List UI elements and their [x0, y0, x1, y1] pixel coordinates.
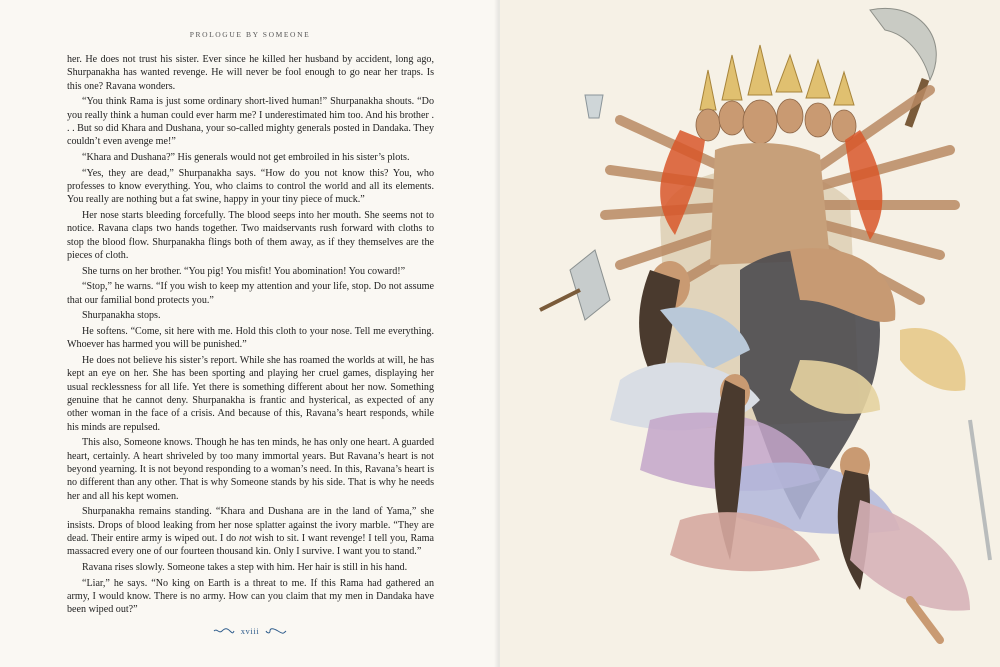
paragraph: Her nose starts bleeding forcefully. The blood seeps into her mouth. She seems not to notice. Ravana claps two hands together. Two maidservants rush forward with cloths to stop the blood flow. Shurpanakha flings both of them away, as if they themselves are the pieces of cloth. — [67, 209, 434, 261]
paragraph: “You think Rama is just some ordinary short-lived human!” Shurpanakha shouts. “Do you really think a human could ever harm me? I underestimated him too. And his brother . . . But so did Khara and Dushana, your so-called mighty generals posted in Dandaka. They couldn’t even avenge me!” — [67, 96, 434, 148]
paragraph: She turns on her brother. “You pig! You misfit! You abomination! You coward!” — [82, 265, 406, 277]
folio — [0, 624, 500, 638]
paragraph: He does not believe his sister’s report. While she has roamed the worlds at will, he has kept an eye on her. She has been sporting and playing her cruel games, displaying her usual recklessness for all life. Yet there is something different about her now. Something genuine that he cannot deny. Shurpanakha is frantic and hysterical, as expected of any other woman in the face of a crisis. And because of this, Ravana’s heart responds, while his minds are repulsed. — [67, 354, 434, 433]
paragraph: “Liar,” he says. “No king on Earth is a threat to me. If this Rama had gathered an army, I would know. There is no army. How can you claim that my men in Dandaka have been wiped out?” — [67, 577, 434, 616]
ravana-illustration — [500, 0, 1000, 667]
paragraph: “Khara and Dushana?” His generals would not get embroiled in his sister’s plots. — [82, 152, 410, 163]
emphasis-text: not — [238, 532, 252, 544]
paragraph: He softens. “Come, sit here with me. Hold this cloth to your nose. Tell me everything. Whoever has harmed you will be punished.” — [67, 325, 434, 351]
paragraph-text: wish to sit. I want revenge! I tell you, Rama massacred every one of our fourteen thousand kin. Only I survive. I want you to stand.” — [67, 532, 434, 558]
page-number: xviii — [240, 626, 260, 636]
paragraph: Shurpanakha stops. — [82, 310, 161, 322]
running-head: PROLOGUE BY SOMEONE — [189, 30, 311, 39]
paragraph-text: Shurpanakha remains standing. “Khara and Dushana are in the land of Yama,” she insists. Drops of blood leaking from her nose splatter against the ivory marble. “They are dead. Their entire army is wiped out. I do — [67, 506, 434, 544]
paragraph: “Yes, they are dead,” Shurpanakha says. “How do you not know this? You, who professes to know everything. You, who claims to control the world and all its elements. You really are nothing but a fat swine, happy in your tiny piece of muck.” — [67, 167, 434, 206]
paragraph: This also, Someone knows. Though he has ten minds, he has only one heart. A guarded heart, certainly. A heart shriveled by too many immortal years. But Ravana’s heart is not beyond yearning. It is not beyond responding to a woman’s need. In this, Ravana’s heart is no different than any other. That is why Someone stands by his side. That is why he needs her and all his kept women. — [67, 437, 434, 502]
paragraph-with-emphasis — [67, 505, 434, 558]
paragraph: “Stop,” he warns. “If you wish to keep my attention and your life, stop. Do not assume that our familial bond protects you.” — [67, 281, 434, 306]
paragraph: her. He does not trust his sister. Ever since he killed her husband by accident, long ago, Shurpanakha has wanted revenge. He will never be fool enough to go near her traps. Is this one? Ravana wonders. — [67, 54, 434, 92]
body-text — [67, 53, 434, 619]
flourish-left-icon — [213, 627, 235, 635]
flourish-right-icon — [265, 627, 287, 635]
paragraph: Ravana rises slowly. Someone takes a step with him. Her hair is still in his hand. — [82, 561, 408, 573]
right-page — [500, 0, 1000, 667]
